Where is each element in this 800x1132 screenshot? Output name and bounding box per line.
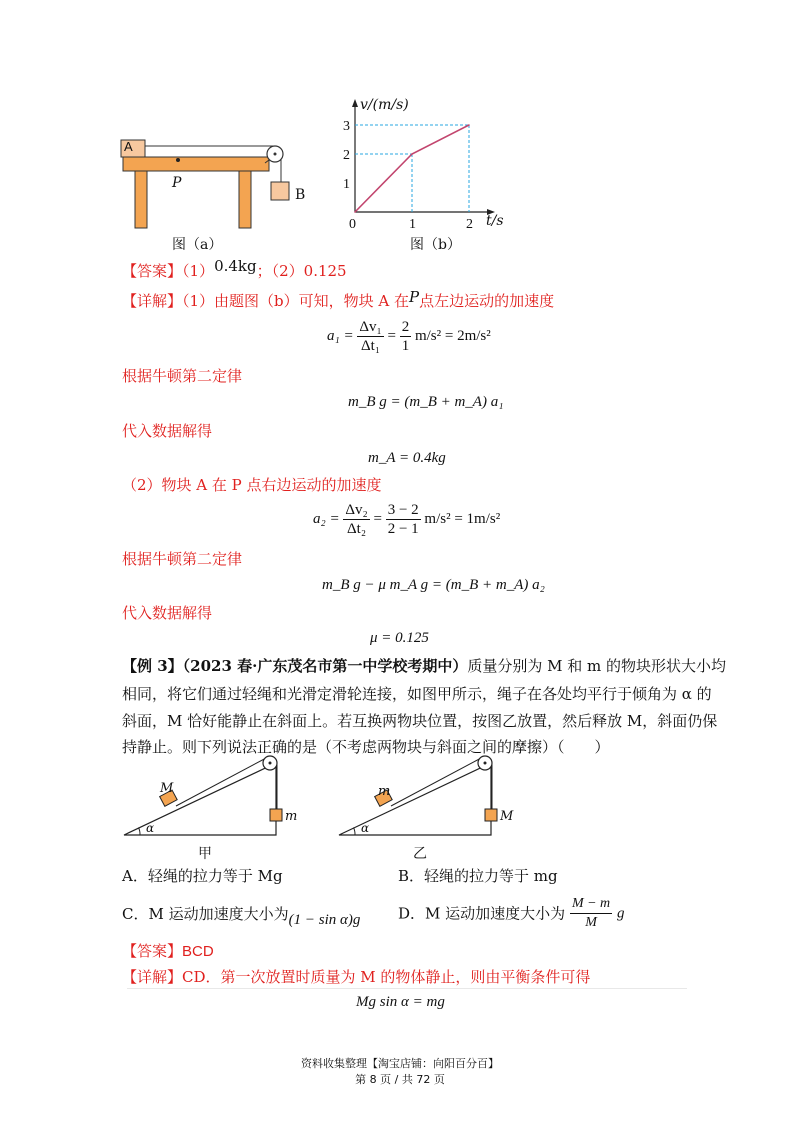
y-axis-arrow: [352, 99, 358, 107]
block-a-label: A: [124, 139, 133, 154]
eq-a2-eq: =: [373, 510, 382, 527]
fig-yi-caption: 乙: [413, 846, 427, 862]
fig-yi-M: M: [500, 809, 514, 824]
eq-a1: [327, 318, 491, 355]
x-axis-label: t/s: [486, 213, 504, 229]
q2-detail-label: 【详解】: [122, 968, 183, 986]
detail-label: 【详解】: [122, 292, 183, 310]
newton-text-2: 根据牛顿第二定律: [122, 550, 243, 568]
option-d-num: M − m: [570, 895, 612, 914]
q2-line-4: 持静止。则下列说法正确的是（不考虑两物块与斜面之间的摩擦）（ ）: [122, 738, 610, 756]
x-tick-label-0: 0: [349, 217, 356, 232]
detail-divider: [127, 988, 687, 989]
eq-a1-den2: 1: [401, 338, 410, 354]
figure-b-chart: [330, 92, 510, 242]
eq-a2-rhs: m/s² = 1m/s²: [424, 510, 501, 527]
substitute-text-1: 代入数据解得: [122, 422, 213, 440]
eq-a2: [313, 501, 500, 538]
option-c: [122, 904, 361, 928]
incline-figures: [118, 752, 538, 857]
newton-text-1: 根据牛顿第二定律: [122, 367, 243, 385]
option-d-text: D．M 运动加速度大小为: [398, 904, 566, 923]
footer-source: 资料收集整理【淘宝店铺：向阳百分百】: [301, 1057, 499, 1070]
eq-a1-eq: =: [387, 327, 396, 344]
data-point-0: [354, 211, 356, 213]
eq-a2-lhs: a₂ =: [313, 510, 340, 527]
q2-answer-label: 【答案】: [122, 942, 183, 960]
q2-line-3: 斜面，M 恰好能静止在斜面上。若互换两物块位置，按图乙放置，然后释放 M，斜面仍保: [122, 712, 718, 730]
answer-value-2: ；（2）0.125: [256, 262, 347, 280]
eq-a2-den2: 2 − 1: [387, 521, 419, 537]
q2-line-1: [122, 656, 726, 676]
option-d: [398, 895, 624, 932]
q1-detail-line: [122, 288, 555, 311]
eq-newton-2: m_B g − μ m_A g = (m_B + m_A) a₂: [322, 577, 545, 593]
point-p-label: P: [172, 175, 182, 191]
detail-rest: 点左边运动的加速度: [419, 292, 555, 310]
answer-label: 【答案】: [122, 262, 183, 280]
option-b: B．轻绳的拉力等于 mg: [398, 867, 558, 885]
eq-a2-num2: 3 − 2: [387, 502, 419, 518]
q2-source: （2023 春·广东茂名市第一中学校考期中）: [182, 657, 468, 675]
answer-text: （1）: [182, 262, 215, 280]
q1-answer: [122, 257, 347, 281]
eq-ma: m_A = 0.4kg: [368, 450, 446, 466]
q2-answer: [122, 941, 214, 962]
fig-jia-M: M: [160, 781, 174, 796]
y-tick-label-3: 3: [343, 119, 350, 134]
y-axis-label: v/(m/s): [360, 97, 409, 113]
detail-p: P: [409, 288, 420, 306]
q2-detail-text: CD．第一次放置时质量为 M 的物体静止，则由平衡条件可得: [182, 968, 591, 986]
eq-a2-den1: Δt₂: [347, 521, 367, 537]
detail-intro: （1）由题图（b）可知，物块 A 在: [182, 292, 410, 310]
figure-b-caption: 图（b）: [410, 237, 461, 253]
q2-answer-value: BCD: [182, 943, 214, 960]
velocity-series-line: [355, 125, 469, 212]
option-a: A．轻绳的拉力等于 Mg: [122, 867, 283, 885]
fig-jia-alpha: α: [146, 821, 155, 835]
fig-jia-m: m: [285, 809, 298, 824]
block-b: [271, 182, 289, 200]
option-d-den: M: [585, 915, 597, 930]
eq-balance: Mg sin α = mg: [356, 994, 445, 1010]
fig-yi-m: m: [378, 784, 391, 799]
x-tick-label-2: 2: [466, 217, 473, 232]
figure-a-caption: 图（a）: [172, 237, 223, 253]
block-b-label: B: [295, 187, 306, 203]
q2-detail: [122, 967, 590, 987]
data-point-2: [468, 124, 470, 126]
eq-newton-1: m_B g = (m_B + m_A) a₁: [348, 394, 504, 410]
eq-a1-lhs: a₁ =: [327, 327, 354, 344]
eq-a1-den1: Δt₁: [361, 338, 381, 354]
eq-a2-num1: Δv₂: [345, 502, 368, 518]
option-c-text: C．M 运动加速度大小为: [122, 905, 289, 923]
eq-mu: μ = 0.125: [370, 630, 429, 646]
x-tick-label-1: 1: [409, 217, 416, 232]
page-number: 第 8 页 / 共 72 页: [355, 1073, 445, 1086]
substitute-text-2: 代入数据解得: [122, 604, 213, 622]
fig-jia-caption: 甲: [198, 846, 212, 862]
y-tick-label-2: 2: [343, 148, 350, 163]
eq-a1-num2: 2: [401, 319, 410, 335]
answer-value-1: 0.4kg: [214, 257, 257, 275]
option-d-g: g: [616, 905, 625, 922]
eq-a1-num1: Δv₁: [359, 319, 382, 335]
y-tick-label-1: 1: [343, 177, 350, 192]
fig-yi-alpha: α: [361, 821, 370, 835]
part2-text: （2）物块 A 在 P 点右边运动的加速度: [122, 476, 382, 494]
q2-tag: 【例 3】: [122, 657, 183, 675]
data-point-1: [411, 153, 413, 155]
q2-line-2: 相同，将它们通过轻绳和光滑定滑轮连接，如图甲所示，绳子在各处均平行于倾角为 α 的: [122, 685, 712, 703]
eq-a1-rhs: m/s² = 2m/s²: [414, 327, 491, 344]
option-c-expr: (1 − sin α)g: [288, 912, 361, 928]
q2-text-1: 质量分别为 M 和 m 的物块形状大小均: [467, 657, 727, 675]
